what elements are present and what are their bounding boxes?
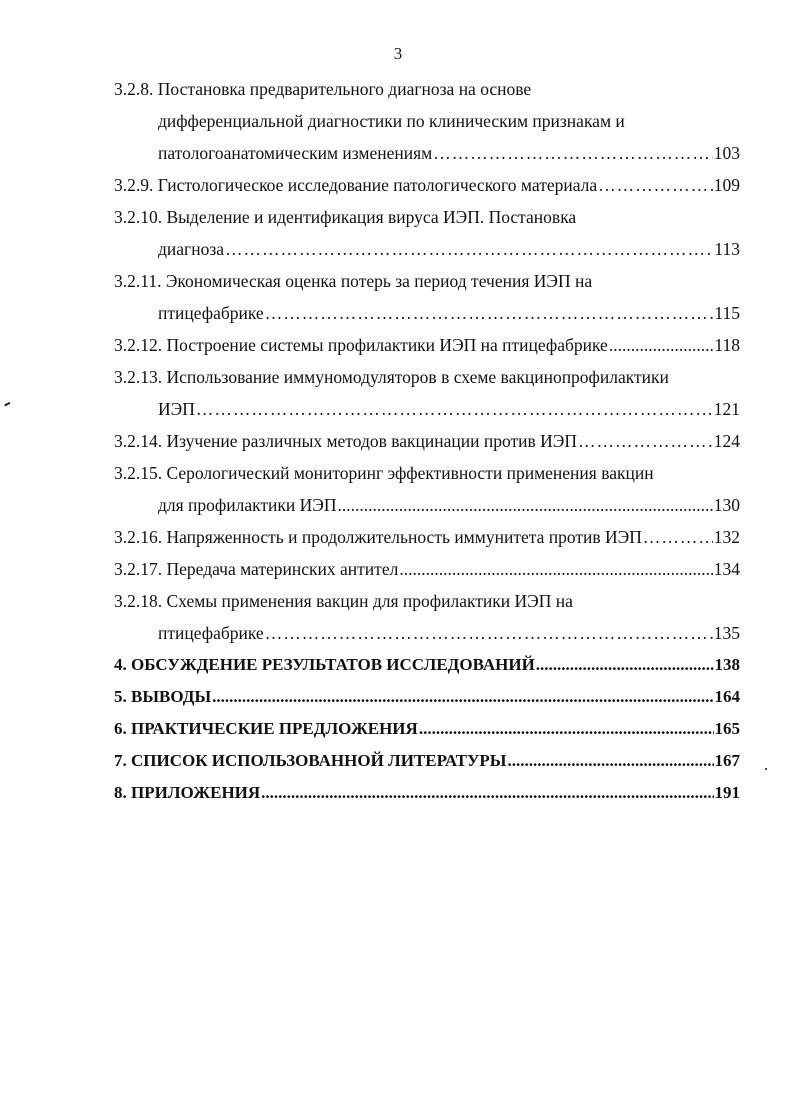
section-title: 4. ОБСУЖДЕНИЕ РЕЗУЛЬТАТОВ ИССЛЕДОВАНИЙ: [114, 655, 535, 674]
toc-entry-3-2-17[interactable]: [114, 553, 740, 585]
toc-page-number: 164: [714, 687, 740, 706]
dot-leader: [338, 489, 713, 521]
toc-page-number: 121: [713, 399, 740, 419]
toc-entry-text: 3.2.17. Передача материнских антител: [114, 559, 399, 579]
toc-page-number: 167: [714, 751, 740, 770]
dot-leader: [419, 713, 714, 745]
dot-leader: [225, 233, 713, 265]
dot-leader: [643, 521, 713, 553]
toc-page-number: 113: [714, 239, 740, 259]
dot-leader: [578, 425, 713, 457]
toc-entry-3-2-8[interactable]: [114, 73, 740, 169]
toc-entry-text: птицефабрике: [158, 623, 264, 643]
toc-section-5[interactable]: [114, 681, 740, 713]
toc-page-number: 124: [713, 431, 740, 451]
page-number: 3: [393, 44, 403, 63]
toc-page-number: 118: [714, 335, 740, 355]
section-title: 6. ПРАКТИЧЕСКИЕ ПРЕДЛОЖЕНИЯ: [114, 719, 418, 738]
toc-entry-3-2-9[interactable]: [114, 169, 740, 201]
toc-page-number: 191: [714, 783, 740, 802]
toc-entry-text: 3.2.16. Напряженность и продолжительность иммунитета против ИЭП: [114, 527, 642, 547]
main-sections: [114, 649, 740, 809]
toc-entry-3-2-10[interactable]: [114, 201, 740, 265]
toc-entry-3-2-12[interactable]: [114, 329, 740, 361]
toc-section-4[interactable]: [114, 649, 740, 681]
toc-section-7[interactable]: [114, 745, 740, 777]
toc-entry-text: 3.2.8. Постановка предварительного диагноза на основе: [114, 79, 532, 99]
toc-entry-text: 3.2.18. Схемы применения вакцин для профилактики ИЭП на: [114, 591, 573, 611]
dot-leader: [265, 617, 713, 649]
toc-page-number: 134: [713, 559, 740, 579]
toc-entry-3-2-11[interactable]: [114, 265, 740, 329]
dot-leader: [212, 681, 713, 713]
dot-leader: [265, 297, 714, 329]
dot-leader: [261, 777, 713, 809]
toc-page-number: 115: [714, 303, 740, 323]
scan-artifact-mark: [4, 402, 12, 409]
dot-leader: [196, 393, 713, 425]
dot-leader: [536, 649, 714, 681]
toc-page-number: 132: [713, 527, 740, 547]
toc-entry-text: 3.2.12. Построение системы профилактики ИЭП на птицефабрике: [114, 335, 608, 355]
toc-entry-text: 3.2.13. Использование иммуномодуляторов в схеме вакцинопрофилактики: [114, 367, 669, 387]
toc-entry-3-2-16[interactable]: [114, 521, 740, 553]
toc-entry-3-2-18[interactable]: [114, 585, 740, 649]
toc-entry-3-2-15[interactable]: [114, 457, 740, 521]
section-title: 7. СПИСОК ИСПОЛЬЗОВАННОЙ ЛИТЕРАТУРЫ: [114, 751, 507, 770]
dot-leader: [399, 553, 712, 585]
dot-leader: [433, 137, 712, 169]
toc-entry-3-2-13[interactable]: [114, 361, 740, 425]
toc-entry-text: 3.2.11. Экономическая оценка потерь за период течения ИЭП на: [114, 271, 593, 291]
toc-page-number: 109: [713, 175, 740, 195]
toc-page-number: 103: [713, 143, 740, 163]
toc-page-number: 138: [714, 655, 740, 674]
toc-entry-text: ИЭП: [158, 399, 195, 419]
toc-section-8[interactable]: [114, 777, 740, 809]
toc-entry-text: 3.2.9. Гистологическое исследование патологического материала: [114, 175, 598, 195]
toc-entry-text: 3.2.14. Изучение различных методов вакцинации против ИЭП: [114, 431, 577, 451]
toc-section-6[interactable]: [114, 713, 740, 745]
dot-leader: [598, 169, 713, 201]
toc-entry-text: патологоанатомическим изменениям: [158, 143, 433, 163]
table-of-contents: [114, 73, 740, 809]
toc-entry-text: 3.2.10. Выделение и идентификация вируса ИЭП. Постановка: [114, 207, 577, 227]
toc-entry-text: птицефабрике: [158, 303, 264, 323]
toc-page-number: 135: [713, 623, 740, 643]
toc-page-number: 130: [713, 495, 740, 515]
toc-entry-3-2-14[interactable]: [114, 425, 740, 457]
dot-leader: [508, 745, 714, 777]
dot-leader: [609, 329, 714, 361]
toc-page-number: 165: [714, 719, 740, 738]
toc-entry-text: диагноза: [158, 239, 225, 259]
toc-entry-text: для профилактики ИЭП: [158, 495, 337, 515]
toc-entry-text: 3.2.15. Серологический мониторинг эффективности применения вакцин: [114, 463, 654, 483]
toc-entry-text: дифференциальной диагностики по клиническим признакам и: [158, 111, 625, 131]
section-title: 8. ПРИЛОЖЕНИЯ: [114, 783, 261, 802]
scan-artifact-dot: [765, 768, 767, 770]
section-title: 5. ВЫВОДЫ: [114, 687, 212, 706]
